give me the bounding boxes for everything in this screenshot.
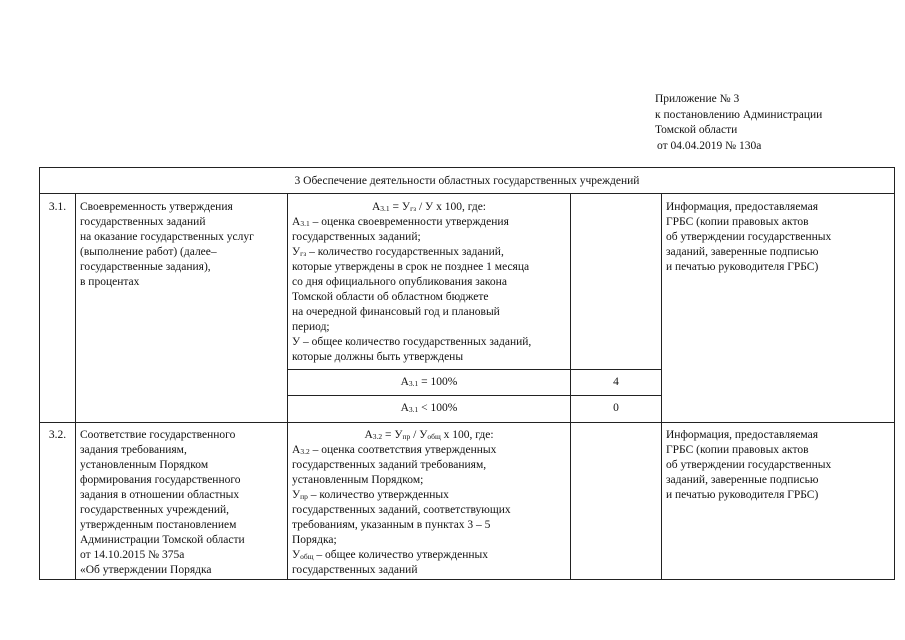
name-line: государственные задания),	[80, 261, 211, 273]
name-line: от 14.10.2015 № 375а	[80, 549, 185, 561]
name-line: Администрации Томской области	[80, 534, 245, 546]
desc-line: со дня официального опубликования закона	[292, 276, 507, 288]
annex-line: Приложение № 3	[655, 93, 740, 105]
desc-line: период;	[292, 321, 330, 333]
desc-line: требованиям, указанным в пунктах 3 – 5	[292, 519, 491, 531]
name-line: установленным Порядком	[80, 459, 209, 471]
desc-line: $У_{общ}$ – общее количество утвержденных	[292, 549, 488, 561]
name-line: утвержденным постановлением	[80, 519, 237, 531]
row-number: 3.2.	[48, 429, 67, 441]
desc-line: на очередной финансовый год и плановый	[292, 306, 500, 318]
annex-line: от 04.04.2019 № 130а	[657, 139, 762, 152]
row-number: 3.1.	[48, 201, 67, 213]
desc-line: $А_{3.1}$ – оценка своевременности утверждения	[292, 216, 509, 228]
desc-line: У – общее количество государственных заданий,	[292, 336, 532, 348]
desc-line: которые утверждены в срок не позднее 1 месяца	[292, 261, 530, 273]
desc-line: которые должны быть утверждены	[292, 351, 464, 363]
section-title: 3 Обеспечение деятельности областных государственных учреждений	[294, 175, 640, 187]
desc-line: Томской области об областном бюджете	[292, 291, 489, 303]
name-line: «Об утверждении Порядка	[80, 564, 212, 576]
source-line: Информация, предоставляемая	[666, 201, 819, 213]
desc-line: государственных заданий требованиям,	[292, 459, 487, 471]
name-line: формирования государственного	[80, 474, 241, 486]
desc-line: $У_{гз}$ – количество государственных заданий,	[292, 246, 504, 258]
formula-line: $А_{3.1} = У_{гз} / У$ х 100, где:	[371, 201, 486, 213]
source-line: об утверждении государственных	[666, 459, 832, 471]
desc-line: Порядка;	[292, 534, 337, 546]
desc-line: $А_{3.2}$ – оценка соответствия утвержденных	[292, 444, 497, 456]
annex-header	[655, 92, 822, 154]
source-line: ГРБС (копии правовых актов	[666, 216, 809, 228]
desc-line: установленным Порядком;	[292, 474, 424, 486]
name-line: задания в отношении областных	[80, 489, 240, 501]
score: 4	[613, 376, 619, 388]
name-line: Своевременность утверждения	[80, 201, 233, 213]
score: 0	[613, 402, 619, 414]
desc-line: государственных заданий;	[292, 231, 421, 243]
name-line: (выполнение работ) (далее–	[80, 246, 217, 258]
condition: $А_{3.1} < 100\%$	[400, 402, 458, 414]
name-line: в процентах	[80, 276, 140, 288]
source-line: заданий, заверенные подписью	[666, 474, 819, 486]
desc-line: $У_{пр}$ – количество утвержденных	[292, 489, 449, 501]
condition: $А_{3.1} = 100\%$	[400, 376, 458, 388]
name-line: задания требованиям,	[80, 444, 187, 456]
desc-line: государственных заданий	[292, 564, 418, 576]
source-line: об утверждении государственных	[666, 231, 832, 243]
annex-line: Томской области	[655, 124, 738, 136]
annex-line: к постановлению Администрации	[655, 108, 823, 121]
name-line: государственных заданий	[80, 216, 206, 228]
source-line: и печатью руководителя ГРБС)	[666, 261, 819, 273]
source-line: Информация, предоставляемая	[666, 429, 819, 441]
source-line: заданий, заверенные подписью	[666, 246, 819, 258]
source-line: ГРБС (копии правовых актов	[666, 444, 809, 456]
name-line: на оказание государственных услуг	[80, 231, 254, 243]
source-line: и печатью руководителя ГРБС)	[666, 489, 819, 501]
desc-line: государственных заданий, соответствующих	[292, 504, 511, 516]
name-line: государственных учреждений,	[80, 504, 230, 516]
formula-line: $А_{3.2} = У_{пр} / У_{общ}$ х 100, где:	[364, 429, 494, 441]
name-line: Соответствие государственного	[80, 429, 236, 441]
